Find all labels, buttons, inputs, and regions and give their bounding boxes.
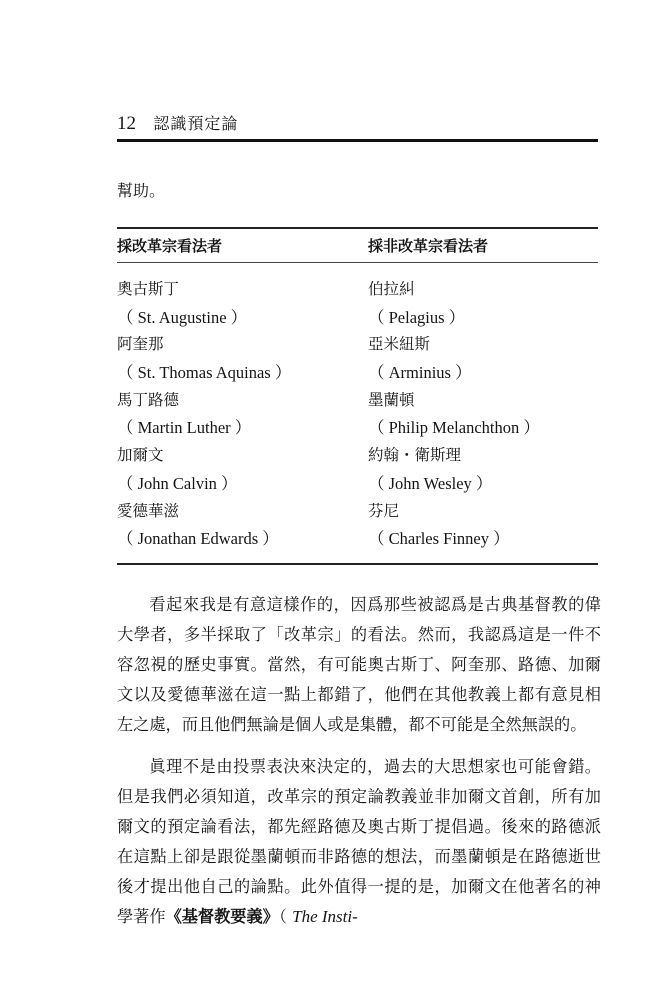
paragraph (117, 752, 601, 932)
list-item: 伯拉糾 (368, 280, 415, 298)
table-bottom-rule (117, 563, 598, 565)
paren-open: （ (278, 907, 287, 926)
list-item: 芬尼 (368, 501, 400, 520)
list-item: （ St. Augustine ） (117, 307, 248, 327)
header-rule (117, 139, 598, 142)
body-text (117, 590, 601, 932)
lead-text: 幫助。 (117, 181, 166, 200)
english-title: The Insti- (292, 907, 358, 926)
list-item: （ Arminius ） (368, 363, 472, 383)
list-item: 亞米紐斯 (368, 335, 431, 354)
book-title: 認識預定論 (153, 114, 239, 133)
list-item: （ John Calvin ） (117, 473, 238, 493)
list-item: 加爾文 (117, 446, 164, 465)
non-reformed-column-header: 採非改革宗看法者 (368, 237, 489, 255)
running-header (117, 114, 238, 134)
list-item: 約翰・衛斯理 (368, 446, 462, 465)
table-header-rule (117, 262, 598, 263)
list-item: 愛德華滋 (117, 501, 180, 520)
list-item: （ Jonathan Edwards ） (117, 529, 279, 549)
list-item: （ Martin Luther ） (117, 418, 252, 438)
list-item: （ John Wesley ） (368, 473, 493, 493)
reformed-list (117, 276, 291, 553)
book-title-reference: 《基督教要義》 (165, 907, 279, 926)
list-item: （ Philip Melanchthon ） (368, 418, 540, 438)
reformed-column-header: 採改革宗看法者 (117, 237, 223, 255)
list-item: 奧古斯丁 (117, 280, 180, 298)
page-number: 12 (117, 113, 136, 134)
list-item: （ Pelagius ） (368, 307, 466, 327)
list-item: 馬丁路德 (117, 390, 180, 409)
paragraph: 看起來我是有意這樣作的，因爲那些被認爲是古典基督教的偉大學者，多半採取了「改革宗」的看法。然而，我認爲這是一件不容忽視的歷史事實。當然，有可能奧古斯丁、阿奎那、路德、加爾文以及愛德華滋在這一點上都錯了，他們在其他教義上都有意見相左之處，而且他們無論是個人或是集體，都不可能是全然無誤的。 (117, 595, 601, 734)
list-item: （ Charles Finney ） (368, 529, 510, 549)
table-top-rule (117, 227, 598, 229)
list-item: 阿奎那 (117, 335, 164, 354)
non-reformed-list (368, 276, 540, 553)
list-item: （ St. Thomas Aquinas ） (117, 363, 292, 383)
list-item: 墨蘭頓 (368, 390, 415, 409)
paragraph-text: 眞理不是由投票表決來決定的，過去的大思想家也可能會錯。但是我們必須知道，改革宗的預定論教義並非加爾文首創，所有加爾文的預定論看法，都先經路德及奧古斯丁提倡過。後來的路德派在這點上卻是跟從墨蘭頓而非路德的想法，而墨蘭頓是在路德逝世後才提出他自己的論點。此外值得一提的是，加爾文在他著名的神學著作 (117, 757, 601, 926)
